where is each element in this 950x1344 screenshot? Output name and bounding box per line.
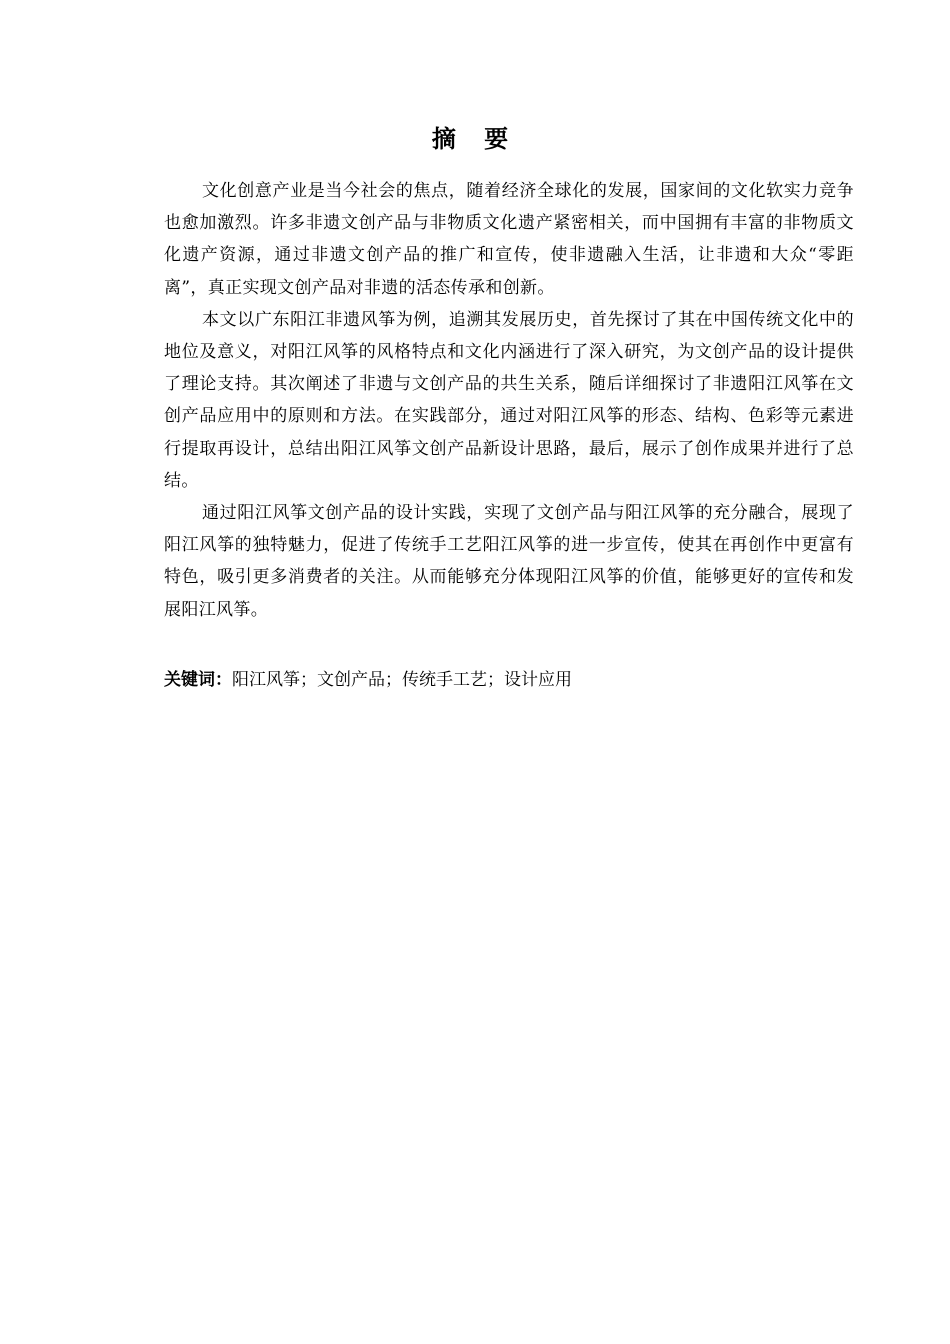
abstract-paragraph: 文化创意产业是当今社会的焦点，随着经济全球化的发展，国家间的文化软实力竞争也愈加激烈。许多非遗文创产品与非物质文化遗产紧密相关，而中国拥有丰富的非物质文化遗产资源，通过非遗文创产品的推广和宣传，使非遗融入生活，让非遗和大众“零距离”，真正实现文创产品对非遗的活态传承和创新。 [164, 181, 854, 298]
keywords-label: 关键词： [164, 670, 232, 690]
abstract-title: 摘 要 [431, 124, 519, 153]
abstract-body [164, 175, 854, 626]
keywords-text: 阳江风筝；文创产品；传统手工艺；设计应用 [232, 670, 572, 690]
abstract-paragraph: 通过阳江风筝文创产品的设计实践，实现了文创产品与阳江风筝的充分融合，展现了阳江风筝的独特魅力，促进了传统手工艺阳江风筝的进一步宣传，使其在再创作中更富有特色，吸引更多消费者的关注。从而能够充分体现阳江风筝的价值，能够更好的宣传和发展阳江风筝。 [164, 503, 854, 620]
keywords-line [164, 665, 572, 695]
abstract-paragraph: 本文以广东阳江非遗风筝为例，追溯其发展历史，首先探讨了其在中国传统文化中的地位及意义，对阳江风筝的风格特点和文化内涵进行了深入研究，为文创产品的设计提供了理论支持。其次阐述了非遗与文创产品的共生关系，随后详细探讨了非遗阳江风筝在文创产品应用中的原则和方法。在实践部分，通过对阳江风筝的形态、结构、色彩等元素进行提取再设计，总结出阳江风筝文创产品新设计思路，最后，展示了创作成果并进行了总结。 [164, 309, 854, 491]
